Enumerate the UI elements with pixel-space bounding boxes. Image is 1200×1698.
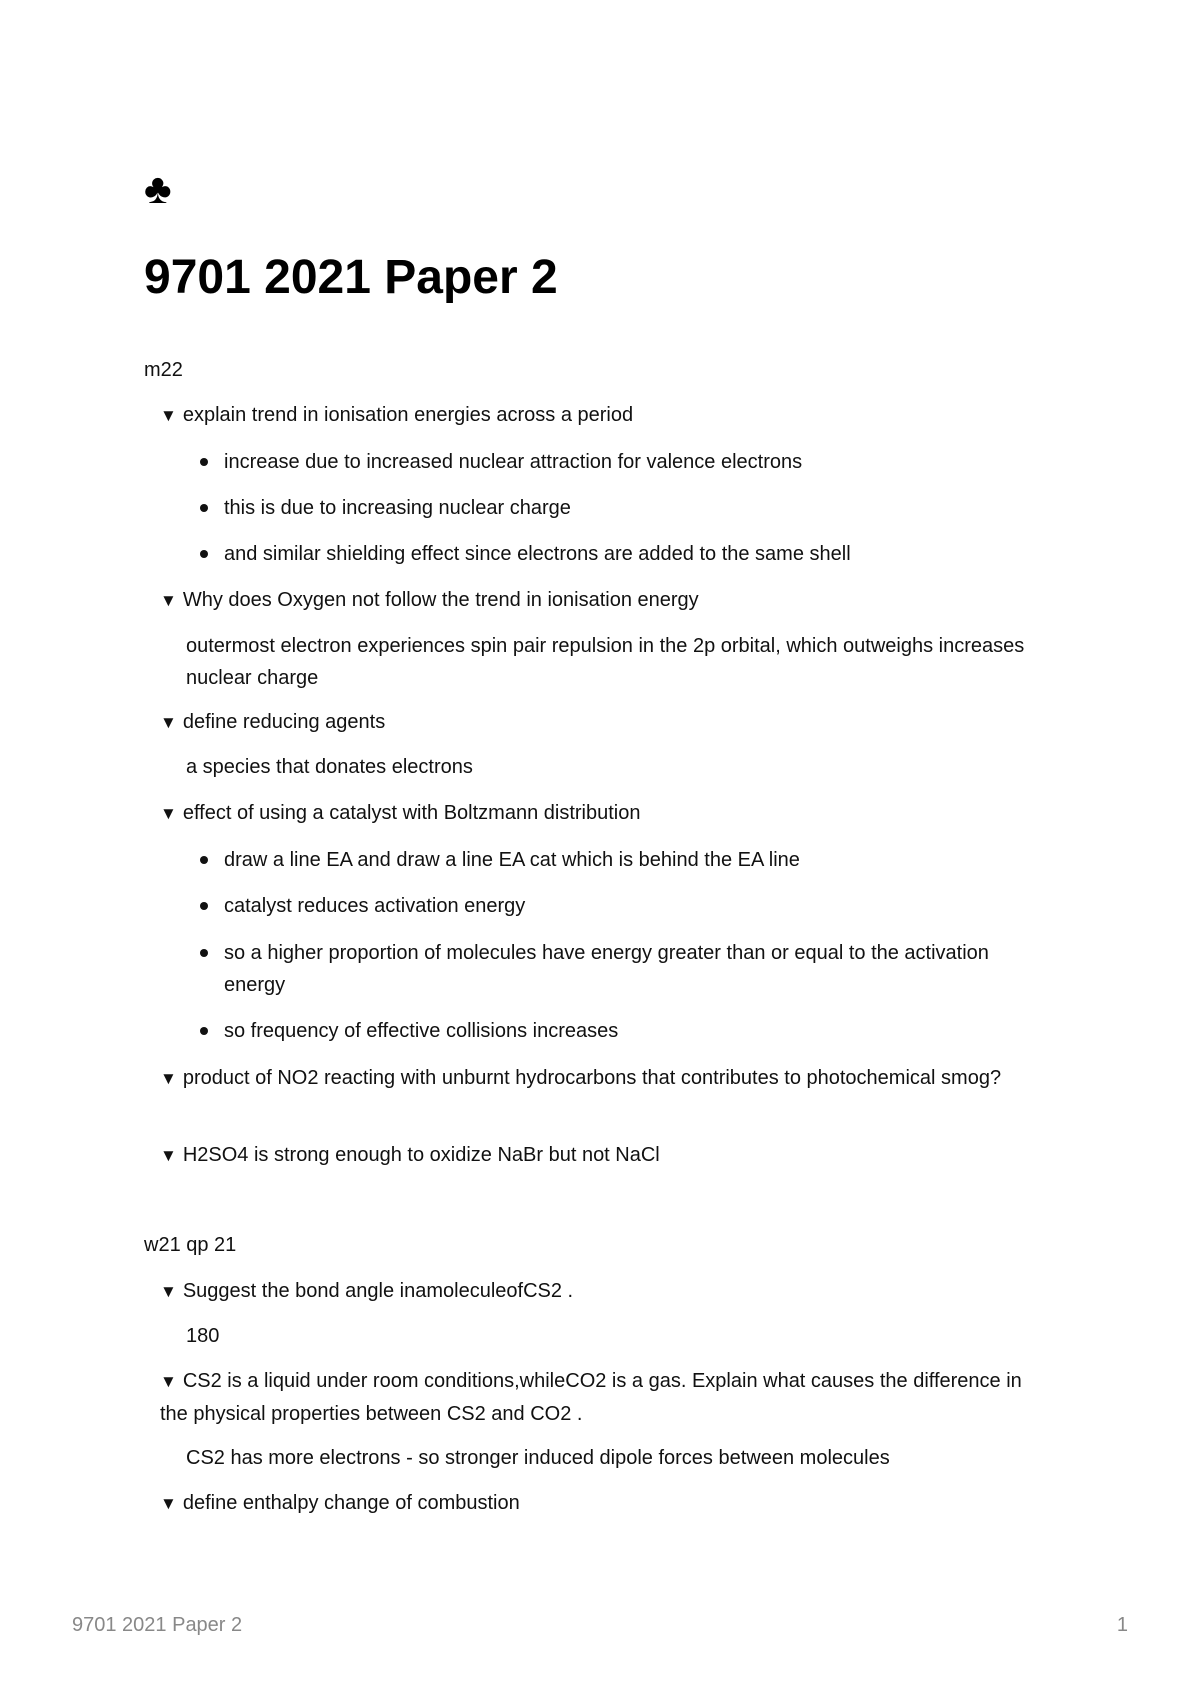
triangle-down-icon: ▼ [160,1069,177,1088]
page-number: 1 [1116,1614,1128,1636]
footer-title: 9701 2021 Paper 2 [72,1614,243,1636]
bullet-dot-icon [200,902,208,910]
toggle-question[interactable] [160,399,633,432]
bullet-dot-icon [200,458,208,466]
answer-text: a species that donates electrons [186,756,473,778]
list-item: catalyst reduces activation energy [224,895,526,917]
section-label-m22: m22 [144,359,183,381]
toggle-question[interactable] [160,1275,573,1308]
answer-text: CS2 has more electrons - so stronger induced dipole forces between molecules [186,1447,890,1469]
toggle-question[interactable] [160,584,699,617]
toggle-question[interactable] [160,797,640,830]
question-text: define enthalpy change of combustion [182,1492,520,1514]
toggle-question[interactable] [160,706,385,739]
toggle-question[interactable] [160,1062,1040,1095]
question-text: explain trend in ionisation energies across a period [182,404,634,426]
triangle-down-icon: ▼ [160,1372,177,1391]
question-text: Why does Oxygen not follow the trend in ionisation energy [182,589,699,611]
question-text: H2SO4 is strong enough to oxidize NaBr but not NaCl [182,1144,660,1166]
triangle-down-icon: ▼ [160,713,177,732]
question-text: product of NO2 reacting with unburnt hydrocarbons that contributes to photochemical smog? [182,1067,1002,1089]
list-item: and similar shielding effect since electrons are added to the same shell [224,543,851,565]
list-item: so frequency of effective collisions increases [224,1020,619,1042]
question-text: CS2 is a liquid under room conditions,whileCO2 is a gas. Explain what causes the difference in the physical properties between CS2 and CO2 . [160,1370,1022,1425]
list-item: increase due to increased nuclear attraction for valence electrons [224,451,803,473]
answer-text: outermost electron experiences spin pair repulsion in the 2p orbital, which outweighs increases nuclear charge [186,635,1025,689]
triangle-down-icon: ▼ [160,1282,177,1301]
bullet-dot-icon [200,1027,208,1035]
triangle-down-icon: ▼ [160,591,177,610]
answer-text: 180 [186,1325,220,1347]
toggle-question[interactable] [160,1365,1040,1430]
triangle-down-icon: ▼ [160,1146,177,1165]
section-label-w21-qp21: w21 qp 21 [144,1234,237,1256]
question-text: effect of using a catalyst with Boltzmann distribution [182,802,641,824]
club-icon: ♣ [144,165,172,212]
list-item: this is due to increasing nuclear charge [224,497,571,519]
triangle-down-icon: ▼ [160,1494,177,1513]
list-item: so a higher proportion of molecules have energy greater than or equal to the activation energy [224,942,989,996]
bullet-dot-icon [200,949,208,957]
bullet-dot-icon [200,550,208,558]
list-item: draw a line EA and draw a line EA cat which is behind the EA line [224,849,800,871]
question-text: Suggest the bond angle inamoleculeofCS2 . [182,1280,574,1302]
triangle-down-icon: ▼ [160,406,177,425]
page-title: 9701 2021 Paper 2 [144,251,558,304]
bullet-dot-icon [200,504,208,512]
toggle-question[interactable] [160,1487,520,1520]
question-text: define reducing agents [182,711,386,733]
triangle-down-icon: ▼ [160,804,177,823]
bullet-dot-icon [200,856,208,864]
toggle-question[interactable] [160,1139,660,1172]
